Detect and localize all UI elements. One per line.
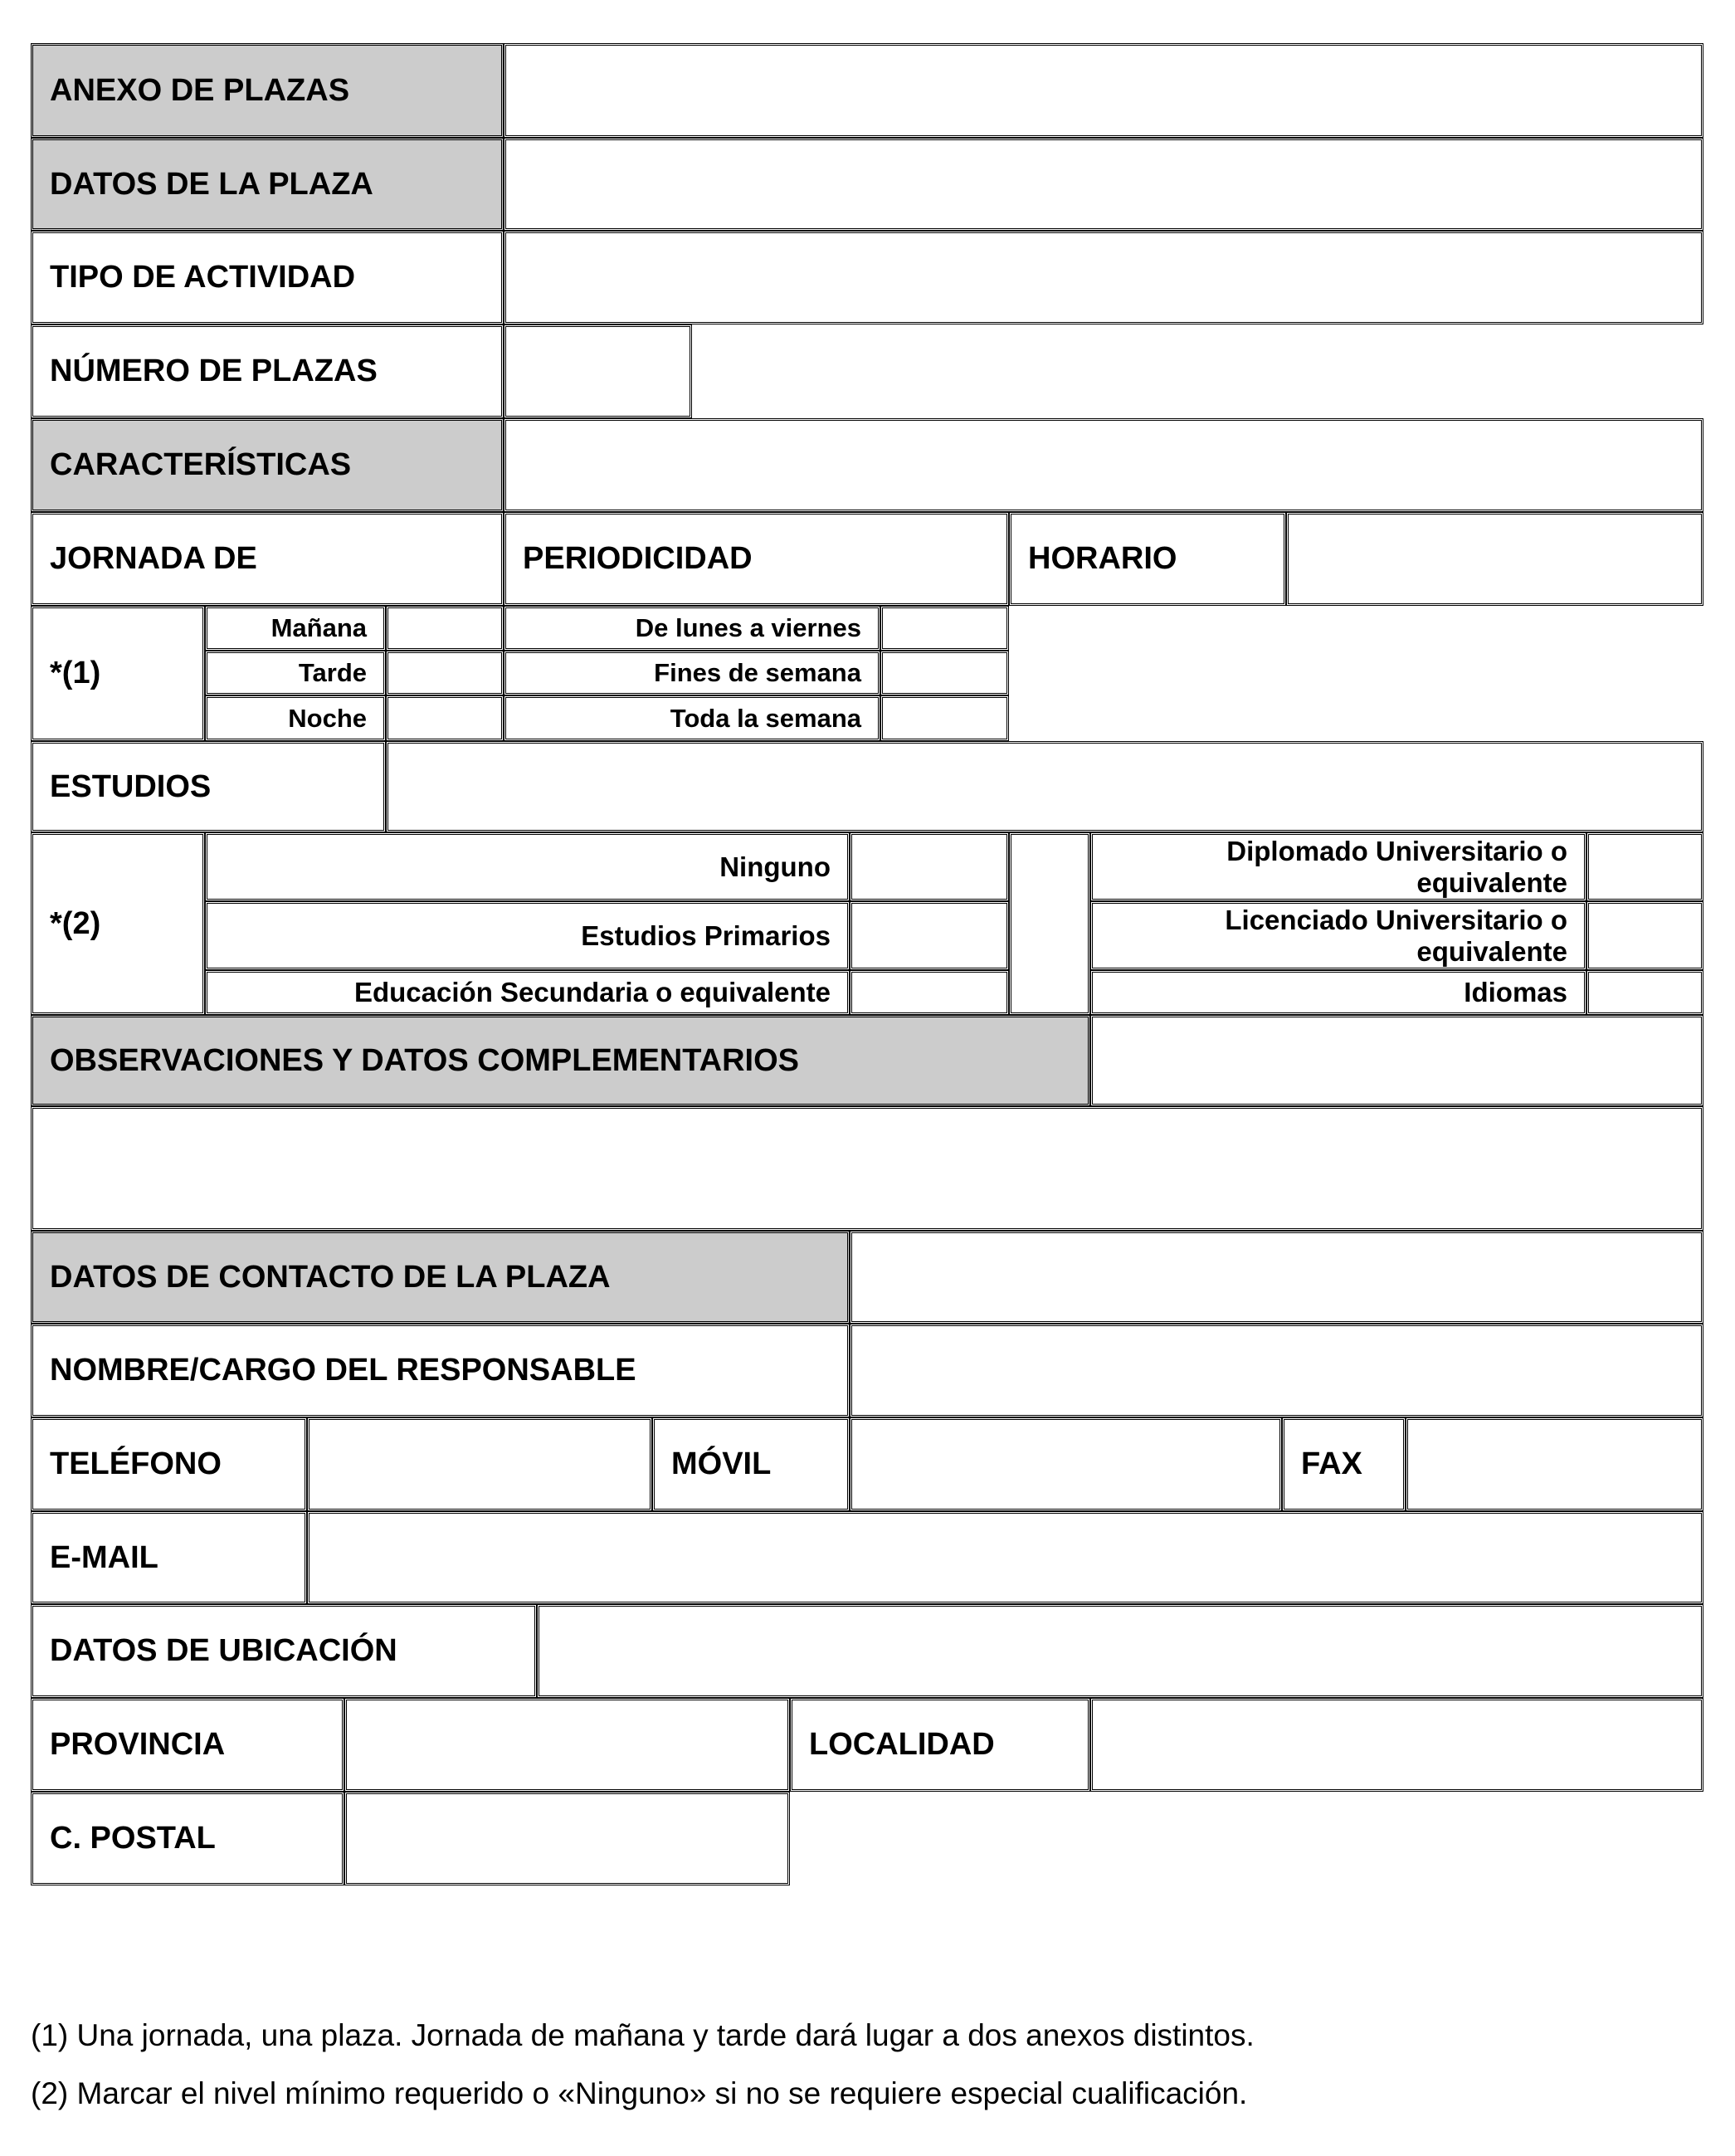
jornada-noche-checkbox[interactable] bbox=[386, 695, 504, 741]
periodicidad-option-fines-semana: Fines de semana bbox=[504, 651, 880, 695]
estudios-option-diplomado: Diplomado Universitario o equivalente bbox=[1090, 832, 1586, 901]
email-label: E-MAIL bbox=[31, 1511, 307, 1604]
numero-de-plazas-field[interactable] bbox=[504, 324, 692, 418]
jornada-option-manana: Mañana bbox=[205, 606, 386, 651]
footnote-1: (1) Una jornada, una plaza. Jornada de mañana y tarde dará lugar a dos anexos distintos. bbox=[31, 2018, 1255, 2052]
note-ref-2: *(2) bbox=[31, 832, 205, 1015]
footnote-2: (2) Marcar el nivel mínimo requerido o «Ninguno» si no se requiere especial cualificación. bbox=[31, 2076, 1248, 2110]
periodicidad-lunes-viernes-checkbox[interactable] bbox=[880, 606, 1009, 651]
estudios-licenciado-checkbox[interactable] bbox=[1586, 901, 1703, 970]
datos-contacto-label: DATOS DE CONTACTO DE LA PLAZA bbox=[31, 1231, 850, 1324]
telefono-field[interactable] bbox=[307, 1417, 652, 1511]
anexo-de-plazas-field[interactable] bbox=[504, 43, 1703, 138]
estudios-ninguno-checkbox[interactable] bbox=[850, 832, 1009, 901]
note-ref-1: *(1) bbox=[31, 606, 205, 741]
estudios-primarios-checkbox[interactable] bbox=[850, 901, 1009, 970]
codigo-postal-label: C. POSTAL bbox=[31, 1792, 344, 1885]
estudios-option-ninguno: Ninguno bbox=[205, 832, 850, 901]
jornada-manana-checkbox[interactable] bbox=[386, 606, 504, 651]
codigo-postal-field[interactable] bbox=[344, 1792, 790, 1885]
numero-de-plazas-label: NÚMERO DE PLAZAS bbox=[31, 324, 504, 418]
estudios-option-licenciado: Licenciado Universitario o equivalente bbox=[1090, 901, 1586, 970]
movil-label: MÓVIL bbox=[652, 1417, 850, 1511]
estudios-spacer-cell bbox=[1009, 832, 1090, 1015]
estudios-label: ESTUDIOS bbox=[31, 741, 386, 832]
periodicidad-fines-semana-checkbox[interactable] bbox=[880, 651, 1009, 695]
caracteristicas-label: CARACTERÍSTICAS bbox=[31, 418, 504, 512]
jornada-option-noche: Noche bbox=[205, 695, 386, 741]
jornada-de-label: JORNADA DE bbox=[31, 512, 504, 606]
tipo-de-actividad-label: TIPO DE ACTIVIDAD bbox=[31, 231, 504, 324]
localidad-field[interactable] bbox=[1090, 1698, 1703, 1792]
telefono-label: TELÉFONO bbox=[31, 1417, 307, 1511]
localidad-label: LOCALIDAD bbox=[790, 1698, 1090, 1792]
tipo-de-actividad-field[interactable] bbox=[504, 231, 1703, 324]
datos-de-la-plaza-label: DATOS DE LA PLAZA bbox=[31, 138, 504, 231]
observaciones-textarea[interactable] bbox=[31, 1106, 1703, 1231]
anexo-de-plazas-label: ANEXO DE PLAZAS bbox=[31, 43, 504, 138]
estudios-field bbox=[386, 741, 1703, 832]
email-field[interactable] bbox=[307, 1511, 1703, 1604]
observaciones-label: OBSERVACIONES Y DATOS COMPLEMENTARIOS bbox=[31, 1015, 1090, 1106]
estudios-diplomado-checkbox[interactable] bbox=[1586, 832, 1703, 901]
periodicidad-toda-semana-checkbox[interactable] bbox=[880, 695, 1009, 741]
nombre-cargo-label: NOMBRE/CARGO DEL RESPONSABLE bbox=[31, 1324, 850, 1417]
datos-contacto-field bbox=[850, 1231, 1703, 1324]
caracteristicas-field bbox=[504, 418, 1703, 512]
horario-label: HORARIO bbox=[1009, 512, 1286, 606]
fax-field[interactable] bbox=[1406, 1417, 1703, 1511]
datos-ubicacion-label: DATOS DE UBICACIÓN bbox=[31, 1604, 537, 1698]
estudios-option-idiomas: Idiomas bbox=[1090, 970, 1586, 1015]
datos-ubicacion-field bbox=[537, 1604, 1703, 1698]
jornada-tarde-checkbox[interactable] bbox=[386, 651, 504, 695]
estudios-secundaria-checkbox[interactable] bbox=[850, 970, 1009, 1015]
movil-field[interactable] bbox=[850, 1417, 1282, 1511]
periodicidad-option-lunes-viernes: De lunes a viernes bbox=[504, 606, 880, 651]
datos-de-la-plaza-field bbox=[504, 138, 1703, 231]
periodicidad-option-toda-semana: Toda la semana bbox=[504, 695, 880, 741]
fax-label: FAX bbox=[1282, 1417, 1406, 1511]
periodicidad-label: PERIODICIDAD bbox=[504, 512, 1009, 606]
estudios-idiomas-checkbox[interactable] bbox=[1586, 970, 1703, 1015]
provincia-label: PROVINCIA bbox=[31, 1698, 344, 1792]
estudios-option-primarios: Estudios Primarios bbox=[205, 901, 850, 970]
jornada-option-tarde: Tarde bbox=[205, 651, 386, 695]
estudios-option-secundaria: Educación Secundaria o equivalente bbox=[205, 970, 850, 1015]
nombre-cargo-field[interactable] bbox=[850, 1324, 1703, 1417]
observaciones-header-field bbox=[1090, 1015, 1703, 1106]
horario-field[interactable] bbox=[1286, 512, 1703, 606]
provincia-field[interactable] bbox=[344, 1698, 790, 1792]
